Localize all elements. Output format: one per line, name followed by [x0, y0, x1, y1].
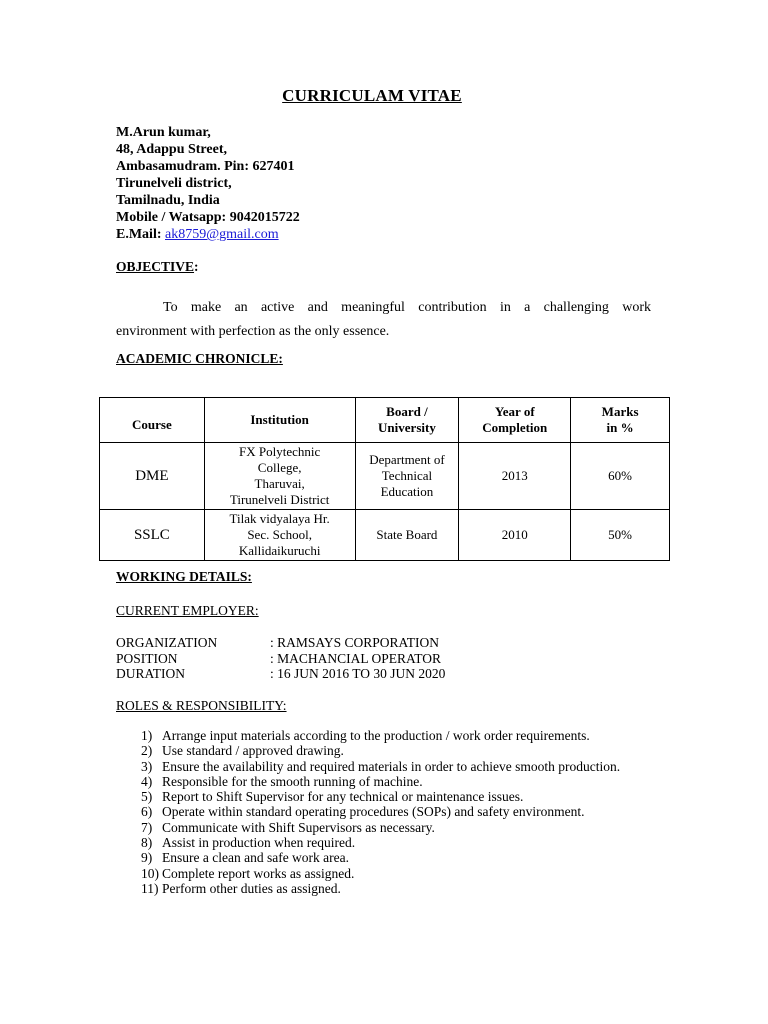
- institution-line: FX Polytechnic: [239, 444, 321, 459]
- academic-table: [99, 397, 670, 561]
- institution-line: Sec. School,: [247, 527, 312, 542]
- list-item-number: 9): [141, 850, 153, 866]
- marks-header-line: Marks: [601, 404, 639, 419]
- column-header-marks: [571, 398, 670, 443]
- objective-line-1: To make an active and meaningful contribution in a challenging work: [163, 300, 651, 315]
- objective-line-2: environment with perfection as the only essence.: [116, 324, 390, 339]
- email-link[interactable]: ak8759@gmail.com: [165, 227, 279, 242]
- board-line: Technical: [381, 468, 433, 483]
- list-item-number: 5): [141, 789, 153, 805]
- year-header-line: Year of: [494, 404, 535, 419]
- list-item: [141, 866, 620, 881]
- duration-label: DURATION: [116, 666, 185, 681]
- list-item: [141, 881, 620, 896]
- list-item-text: Report to Shift Supervisor for any technical or maintenance issues.: [162, 789, 524, 805]
- duration-row: [116, 666, 445, 682]
- institution-line: Tirunelveli District: [229, 492, 330, 507]
- list-item-number: 4): [141, 773, 153, 789]
- list-item: [141, 804, 620, 819]
- list-item-text: Arrange input materials according to the production / work order requirements.: [162, 728, 590, 743]
- organization-label: ORGANIZATION: [116, 635, 218, 650]
- list-item: [141, 728, 620, 743]
- board-cell: State Board: [355, 510, 459, 561]
- working-heading: WORKING DETAILS:: [116, 569, 252, 584]
- organization-value: : RAMSAYS CORPORATION: [270, 635, 440, 650]
- list-item-number: 1): [141, 728, 153, 743]
- list-item-number: 11): [141, 880, 159, 896]
- year-cell: 2013: [459, 443, 571, 510]
- institution-line: College,: [257, 460, 302, 475]
- institution-line: Kallidaikuruchi: [238, 543, 321, 558]
- list-item-text: Ensure a clean and safe work area.: [162, 850, 350, 866]
- year-cell: 2010: [459, 510, 571, 561]
- board-header-line: Board /: [386, 404, 428, 419]
- course-cell: DME: [100, 443, 205, 510]
- contact-state: Tamilnadu, India: [116, 193, 220, 208]
- list-item-text: Use standard / approved drawing.: [162, 743, 344, 759]
- column-header-course: Course: [100, 398, 205, 443]
- list-item-text: Perform other duties as assigned.: [162, 880, 341, 896]
- list-item-text: Responsible for the smooth running of machine.: [162, 773, 423, 789]
- list-item-text: Communicate with Shift Supervisors as necessary.: [162, 819, 435, 835]
- board-line: Department of: [369, 452, 445, 467]
- list-item: [141, 743, 620, 758]
- board-header-line: University: [378, 420, 436, 435]
- year-header-line: Completion: [482, 420, 548, 435]
- contact-district: Tirunelveli district,: [116, 176, 232, 191]
- position-label: POSITION: [116, 650, 178, 666]
- objective-text: [116, 296, 651, 344]
- list-item-text: Operate within standard operating procedures (SOPs) and safety environment.: [162, 804, 585, 820]
- list-item-text: Ensure the availability and required materials in order to achieve smooth production.: [162, 758, 621, 774]
- list-item-number: 7): [141, 819, 153, 835]
- contact-mobile: Mobile / Watsapp: 9042015722: [116, 210, 300, 225]
- duration-value: : 16 JUN 2016 TO 30 JUN 2020: [270, 666, 446, 681]
- marks-cell: 60%: [571, 443, 670, 510]
- marks-header-line: in %: [606, 420, 634, 435]
- email-label: E.Mail:: [116, 227, 165, 242]
- board-line: Education: [380, 484, 434, 499]
- page-title: CURRICULAM VITAE: [282, 86, 462, 105]
- objective-heading-line: [116, 259, 199, 275]
- position-row: [116, 651, 445, 667]
- roles-heading: ROLES & RESPONSIBILITY:: [116, 698, 287, 713]
- table-row: [100, 510, 670, 561]
- column-header-institution: Institution: [204, 398, 355, 443]
- list-item: [141, 774, 620, 789]
- contact-street: 48, Adappu Street,: [116, 142, 227, 157]
- list-item: [141, 820, 620, 835]
- contact-block: [116, 124, 300, 243]
- contact-city: Ambasamudram. Pin: 627401: [116, 159, 295, 174]
- table-header-row: [100, 398, 670, 443]
- list-item-text: Complete report works as assigned.: [162, 865, 355, 881]
- list-item-number: 2): [141, 743, 153, 759]
- organization-row: [116, 635, 445, 651]
- contact-name: M.Arun kumar,: [116, 125, 211, 140]
- marks-cell: 50%: [571, 510, 670, 561]
- column-header-board: [355, 398, 459, 443]
- contact-email-line: [116, 226, 300, 243]
- institution-line: Tilak vidyalaya Hr.: [229, 511, 330, 526]
- objective-colon: :: [194, 259, 199, 274]
- board-cell: [355, 443, 459, 510]
- institution-line: Tharuvai,: [254, 476, 305, 491]
- institution-cell: [204, 443, 355, 510]
- employment-details: [116, 635, 445, 682]
- objective-heading: OBJECTIVE: [116, 259, 195, 274]
- list-item: [141, 850, 620, 865]
- table-row: [100, 443, 670, 510]
- list-item-number: 3): [141, 758, 153, 774]
- column-header-year: [459, 398, 571, 443]
- institution-cell: [204, 510, 355, 561]
- list-item: [141, 759, 620, 774]
- list-item: [141, 789, 620, 804]
- list-item-number: 10): [141, 865, 159, 881]
- list-item-number: 6): [141, 804, 153, 820]
- position-value: : MACHANCIAL OPERATOR: [270, 650, 442, 666]
- list-item: [141, 835, 620, 850]
- list-item-number: 8): [141, 835, 153, 851]
- roles-list: [141, 728, 620, 896]
- academic-heading: ACADEMIC CHRONICLE:: [116, 351, 283, 366]
- current-employer-heading: CURRENT EMPLOYER:: [116, 603, 259, 618]
- list-item-text: Assist in production when required.: [162, 835, 356, 851]
- course-cell: SSLC: [100, 510, 205, 561]
